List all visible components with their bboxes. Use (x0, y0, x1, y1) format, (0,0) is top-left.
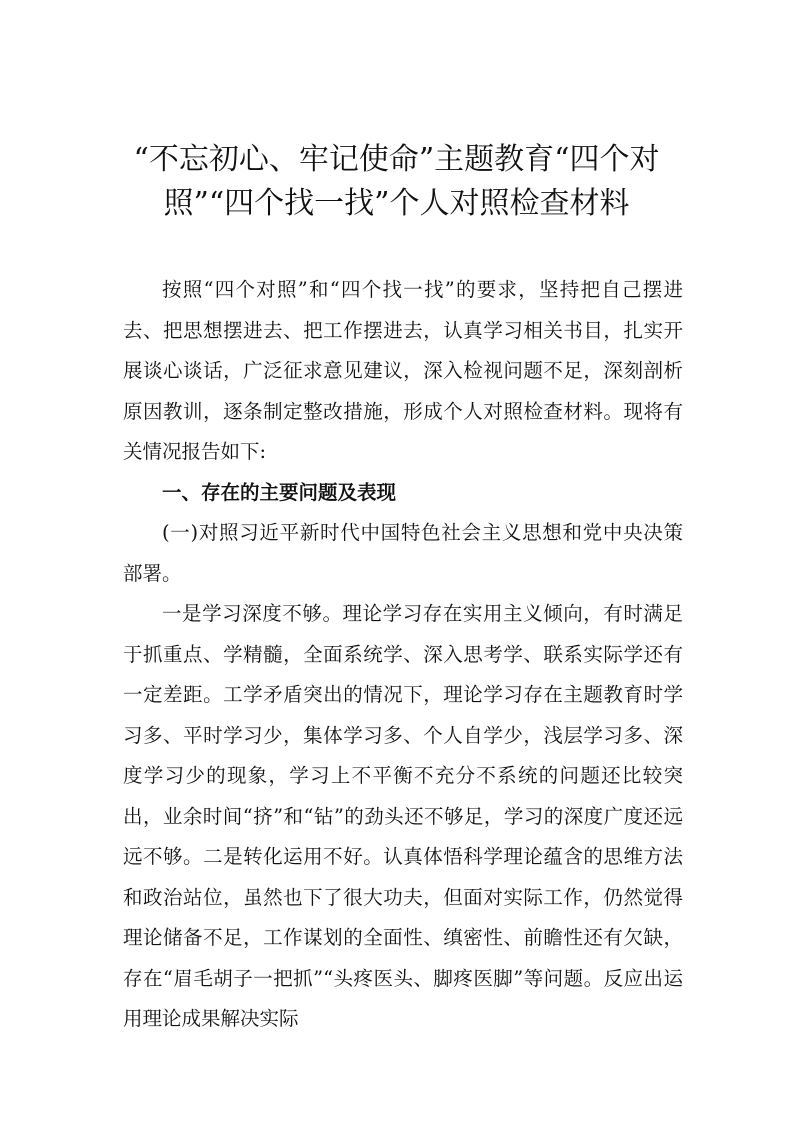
section-heading: 一、存在的主要问题及表现 (162, 480, 397, 504)
intro-paragraph: 按照“四个对照”和“四个找一找”的要求，坚持把自己摆进去、把思想摆进去、把工作摆进去，认真学习相关书目，扎实开展谈心谈话，广泛征求意见建议，深入检视问题不足，深刻剖析原因教训，逐条制定整改措施，形成个人对照检查材料。现将有关情况报告如下: (123, 278, 683, 463)
document-title: “不忘初心、牢记使命”主题教育“四个对照”“四个找一找”个人对照检查材料 (133, 142, 660, 221)
subsection-heading: (一)对照习近平新时代中国特色社会主义思想和党中央决策部署。 (123, 521, 683, 585)
body-paragraph: 一是学习深度不够。理论学习存在实用主义倾向，有时满足于抓重点、学精髓，全面系统学、深入思考学、联系实际学还有一定差距。工学矛盾突出的情况下，理论学习存在主题教育时学习多、平时学习少，集体学习多、个人自学少，浅层学习多、深度学习少的现象，学习上不平衡不充分不系统的问题还比较突出，业余时间“挤”和“钻”的劲头还不够足，学习的深度广度还远远不够。二是转化运用不好。认真体悟科学理论蕴含的思维方法和政治站位，虽然也下了很大功夫，但面对实际工作，仍然觉得理论储备不足，工作谋划的全面性、缜密性、前瞻性还有欠缺，存在“眉毛胡子一把抓”“头疼医头、脚疼医脚”等问题。反应出运用理论成果解决实际 (123, 602, 683, 1030)
document-body (123, 270, 683, 1040)
